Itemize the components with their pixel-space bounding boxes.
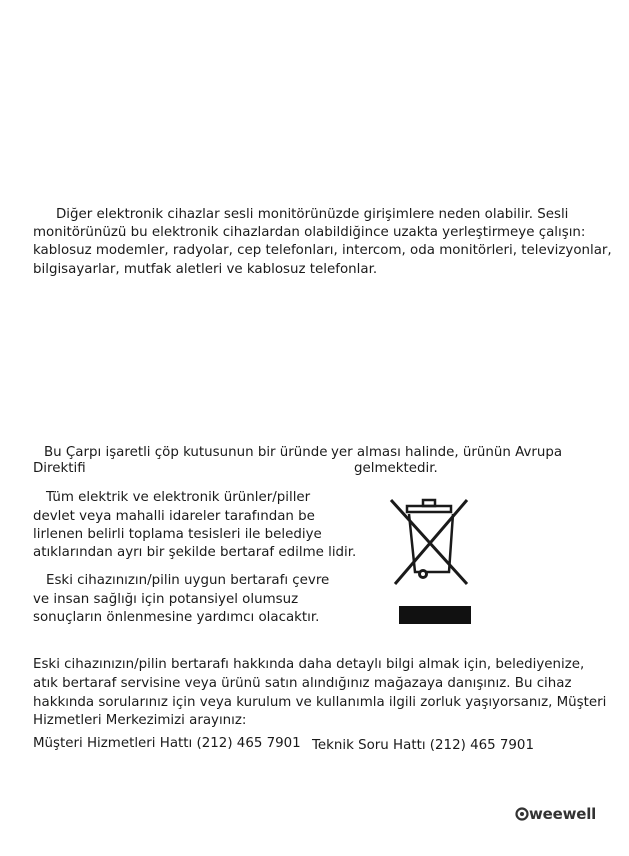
brand-logo (515, 804, 596, 824)
contact-line-2: atık bertaraf servisine veya ürünü satın alındığınız mağazaya danışınız. Bu cihaz (33, 676, 572, 691)
weee-line2-left: Direktifi (33, 461, 86, 476)
brand-mark-icon (515, 807, 529, 821)
intro-line-2: monitörünüzü bu elektronik cihazlardan olabildiğince uzakta yerleştirmeye çalışın: (33, 225, 586, 240)
contact-line-4: Hizmetleri Merkezimizi arayınız: (33, 713, 247, 728)
weee-para2-line-3: lirlenen belirli toplama tesisleri ile belediye (33, 527, 322, 542)
customer-service-line: Müşteri Hizmetleri Hattı (212) 465 7901 (33, 736, 301, 751)
contact-line-3: hakkında sorularınız için veya kurulum ve kullanımla ilgili zorluk yaşıyorsanız, Müşteri (33, 695, 607, 710)
weee-line1-left: Bu Çarpı işaretli çöp kutusunun bir üründe (44, 445, 328, 460)
weee-line2-right: gelmektedir. (354, 461, 438, 476)
weee-para3-line-1: Eski cihazınızın/pilin uygun bertarafı çevre (46, 573, 330, 588)
crossed-out-wheelie-bin-icon (385, 496, 477, 626)
weee-para2-line-4: atıklarından ayrı bir şekilde bertaraf edilme lidir. (33, 545, 357, 560)
weee-para3-line-3: sonuçların önlenmesine yardımcı olacaktır. (33, 610, 320, 625)
contact-line-1: Eski cihazınızın/pilin bertarafı hakkında daha detaylı bilgi almak için, belediyenize, (33, 657, 585, 672)
weee-line1-right: yer alması halinde, ürünün Avrupa (331, 445, 563, 460)
weee-para2-line-2: devlet veya mahalli idareler tarafından be (33, 509, 315, 524)
weee-para3-line-2: ve insan sağlığı için potansiyel olumsuz (33, 592, 299, 607)
technical-support-line: Teknik Soru Hattı (212) 465 7901 (312, 738, 534, 753)
intro-line-4: bilgisayarlar, mutfak aletleri ve kablosuz telefonlar. (33, 262, 378, 277)
intro-line-3: kablosuz modemler, radyolar, cep telefonları, intercom, oda monitörleri, televizyonlar, (33, 243, 612, 258)
intro-line-1: Diğer elektronik cihazlar sesli monitörünüzde girişimlere neden olabilir. Sesli (56, 207, 569, 222)
weee-para2-line-1: Tüm elektrik ve elektronik ürünler/piller (46, 490, 311, 505)
brand-name: weewell (529, 805, 597, 823)
